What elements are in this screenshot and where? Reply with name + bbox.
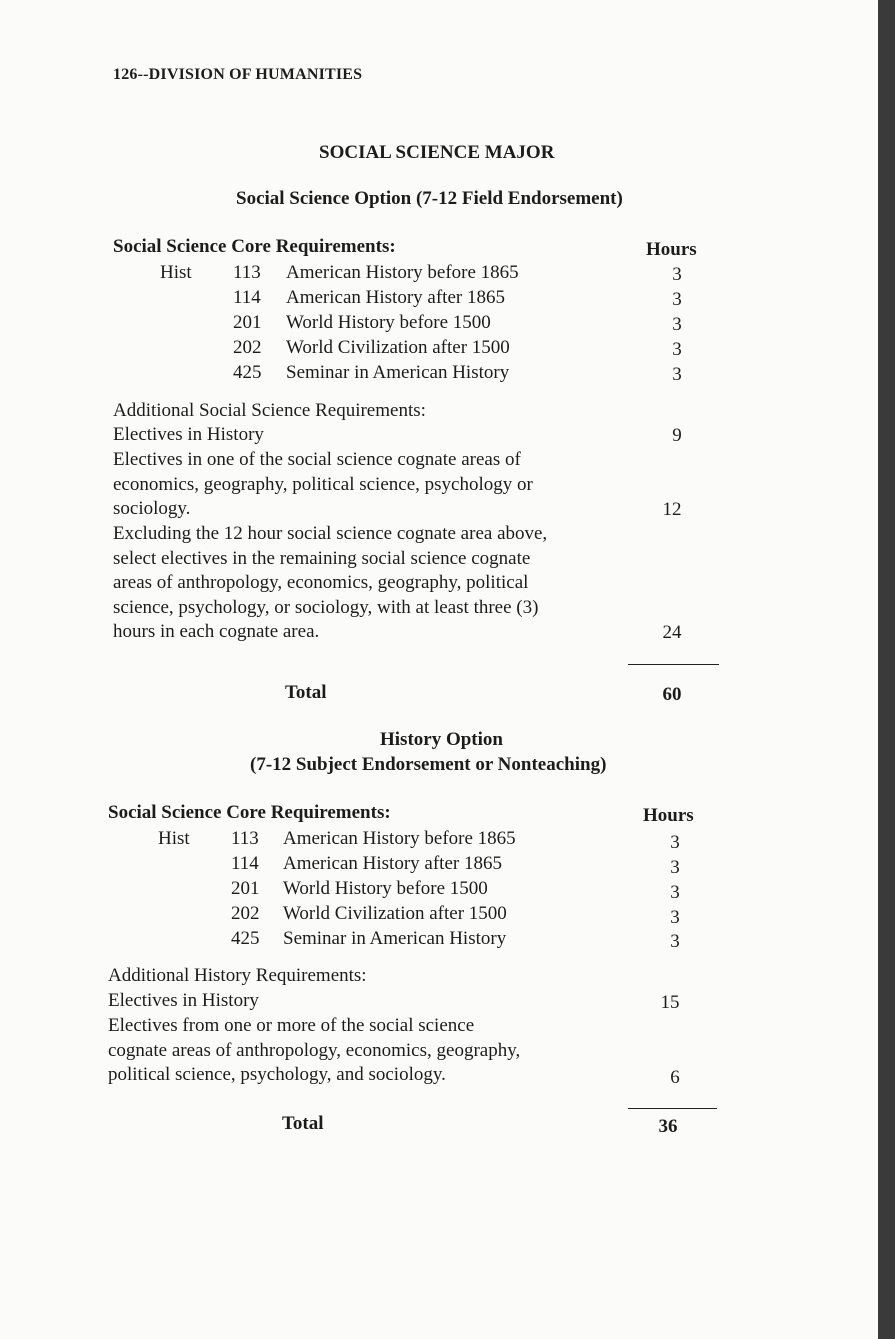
course-hours: 3 (670, 832, 680, 853)
course-number: 114 (231, 853, 259, 874)
course-name: World Civilization after 1500 (286, 337, 510, 358)
option1-excluding-line: science, psychology, or sociology, with at least three (3) (113, 597, 539, 618)
option1-electives-history-hours: 9 (672, 425, 682, 446)
page-header: 126--DIVISION OF HUMANITIES (113, 66, 363, 83)
course-number: 202 (233, 337, 262, 358)
option2-core-heading: Social Science Core Requirements: (108, 802, 391, 823)
course-number: 113 (233, 262, 261, 283)
option1-dept: Hist (160, 262, 192, 283)
option1-excluding-line: Excluding the 12 hour social science cognate area above, (113, 523, 548, 544)
course-name: World Civilization after 1500 (283, 903, 507, 924)
course-hours: 3 (672, 314, 682, 335)
option2-additional-heading: Additional History Requirements: (108, 965, 367, 986)
option1-cognate-line: economics, geography, political science, psychology or (113, 474, 533, 495)
course-name: World History before 1500 (283, 878, 488, 899)
major-title: SOCIAL SCIENCE MAJOR (319, 142, 555, 163)
course-hours: 3 (670, 882, 680, 903)
course-name: American History before 1865 (283, 828, 516, 849)
course-number: 201 (233, 312, 262, 333)
option1-excluding-line: hours in each cognate area. (113, 621, 320, 642)
course-hours: 3 (670, 931, 680, 952)
option1-cognate-line: Electives in one of the social science cognate areas of (113, 449, 521, 470)
course-hours: 3 (670, 907, 680, 928)
course-name: American History after 1865 (283, 853, 502, 874)
option1-cognate-hours: 12 (662, 499, 682, 520)
option2-total-rule (628, 1108, 717, 1109)
course-number: 202 (231, 903, 260, 924)
option2-total-label: Total (282, 1113, 324, 1134)
course-name: World History before 1500 (286, 312, 491, 333)
course-name: American History after 1865 (286, 287, 505, 308)
option1-core-heading: Social Science Core Requirements: (113, 236, 396, 257)
option2-cognate-hours: 6 (670, 1067, 680, 1088)
course-name: Seminar in American History (286, 362, 510, 383)
option2-electives-history-hours: 15 (660, 992, 680, 1013)
option1-excluding-hours: 24 (662, 622, 682, 643)
course-number: 425 (233, 362, 262, 383)
course-name: Seminar in American History (283, 928, 507, 949)
page-edge-shadow (878, 0, 895, 1339)
course-number: 114 (233, 287, 261, 308)
option1-title: Social Science Option (7-12 Field Endorsement) (236, 188, 623, 209)
option1-excluding-line: select electives in the remaining social science cognate (113, 548, 531, 569)
option2-electives-history: Electives in History (108, 990, 259, 1011)
option2-title: History Option (380, 729, 503, 750)
option1-excluding-line: areas of anthropology, economics, geography, political (113, 572, 529, 593)
option2-total-hours: 36 (658, 1116, 678, 1137)
course-hours: 3 (672, 364, 682, 385)
option1-hours-heading: Hours (646, 239, 697, 260)
option1-total-rule (628, 664, 719, 665)
option2-hours-heading: Hours (643, 805, 694, 826)
course-number: 425 (231, 928, 260, 949)
option1-electives-history: Electives in History (113, 424, 264, 445)
course-number: 113 (231, 828, 259, 849)
course-name: American History before 1865 (286, 262, 519, 283)
course-hours: 3 (672, 289, 682, 310)
option1-cognate-line: sociology. (113, 498, 191, 519)
course-hours: 3 (670, 857, 680, 878)
course-hours: 3 (672, 339, 682, 360)
option2-dept: Hist (158, 828, 190, 849)
course-number: 201 (231, 878, 260, 899)
option2-cognate-line: cognate areas of anthropology, economics, geography, (108, 1040, 521, 1061)
option1-total-label: Total (285, 682, 327, 703)
option1-total-hours: 60 (662, 684, 682, 705)
option2-subtitle: (7-12 Subject Endorsement or Nonteaching) (250, 754, 607, 775)
option1-additional-heading: Additional Social Science Requirements: (113, 400, 426, 421)
course-hours: 3 (672, 264, 682, 285)
option2-cognate-line: Electives from one or more of the social science (108, 1015, 475, 1036)
option2-cognate-line: political science, psychology, and sociology. (108, 1064, 446, 1085)
